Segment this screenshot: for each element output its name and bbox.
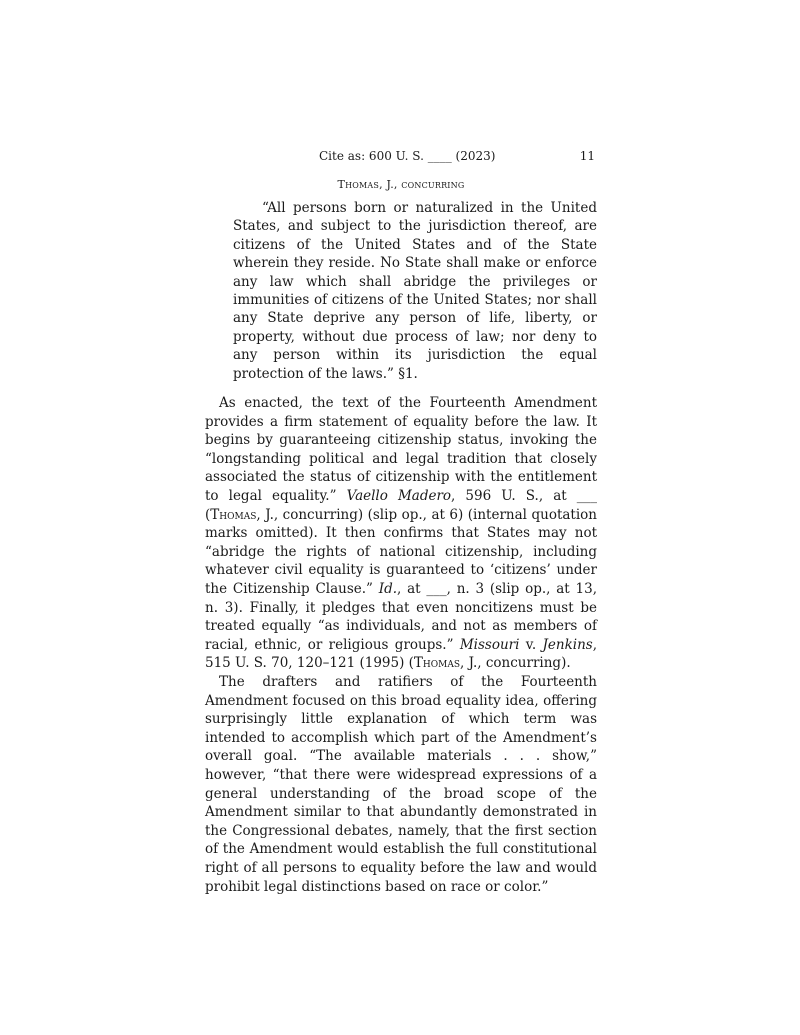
justice-name: Thomas (210, 506, 257, 523)
running-head (205, 147, 597, 165)
paragraph-equality-statement (205, 394, 597, 673)
fourteenth-amendment-quote: “All persons born or naturalized in the United States, and subject to the jurisdiction thereof, are citizens of the United States and of the State wherein they reside. No State shall make or enforce any law which shall abridge the privileges or immunities of citizens of the United States; nor shall any State deprive any person of life, liberty, or property, without due process of law; nor deny to any person within its jurisdiction the equal protection of the laws.” §1. (233, 200, 597, 382)
id-citation: Id. (378, 581, 398, 597)
text-run: As enacted, the text of the Fourteenth Amendment provides a firm statement of equality before the law. It begins by guaranteeing citizenship status, invoking the “longstanding political and legal tradition that closely associated the status of citizenship with the entitlement to legal equality.” (205, 395, 597, 505)
text-run: , J., concurring). (460, 655, 571, 672)
text-run: , at ___, n. 3 (slip op., at 13, n. 3). Finally, it pledges that even noncitizens must be treated equally “as individuals, and not as members of racial, ethnic, or religious groups.” (205, 581, 597, 653)
text-run: v. (519, 636, 543, 653)
case-name: Vaello Madero (346, 488, 452, 505)
text-run: , 515 U. S. 70, 120–121 (1995) ( (205, 636, 597, 672)
citation-header: Cite as: 600 U. S. ____ (2023) (319, 149, 496, 163)
case-name: Jenkins (542, 636, 593, 653)
justice-name: Thomas (413, 655, 461, 672)
page-number: 11 (579, 149, 595, 163)
text-run: , J., concurring) (slip op., at 6) (internal quotation marks omitted). It then confirms that States may not “abridge the rights of national citizenship, including whatever civil equality is guaranteed to ‘citizens’ under the Citizenship Clause.” (205, 506, 597, 597)
case-name: Missouri (459, 636, 520, 653)
paragraph-drafters-ratifiers: The drafters and ratifiers of the Fourteenth Amendment focused on this broad equality idea, offering surprisingly little explanation of which term was intended to accomplish which part of the Amendment’s overall goal. “The available materials . . . show,” however, “that there were widespread expressions of a general understanding of the broad scope of the Amendment similar to that abundantly demonstrated in the Congressional debates, namely, that the first section of the Amendment would establish the full constitutional right of all persons to equality before the law and would prohibit legal distinctions based on race or color.” (205, 673, 597, 895)
opinion-page (205, 147, 597, 896)
author-line: Thomas, J., concurring (337, 178, 465, 191)
text-run: , 596 U. S., at ___ ( (205, 488, 597, 523)
